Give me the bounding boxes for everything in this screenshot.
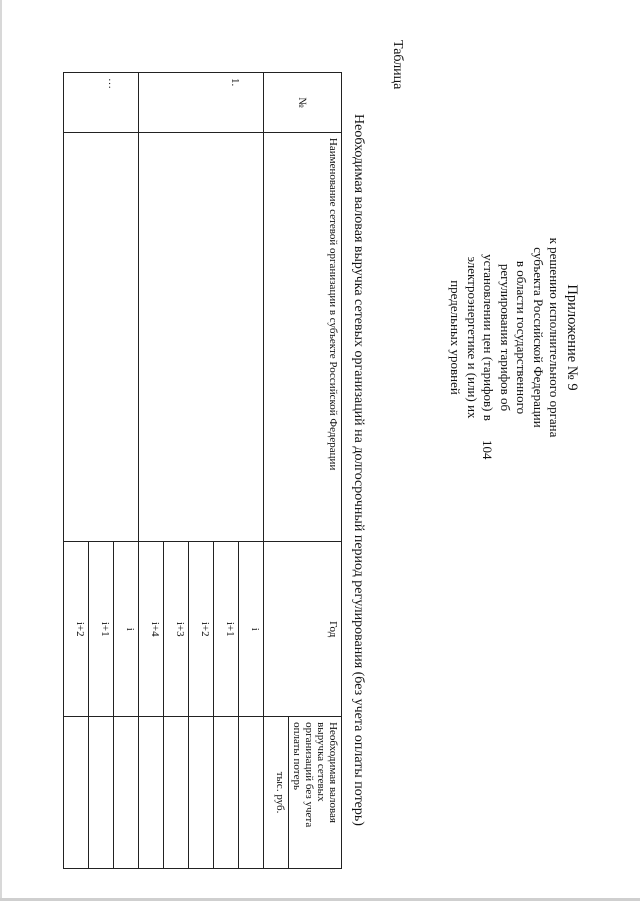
row-number: 1. [139, 73, 264, 133]
value-cell [114, 717, 139, 869]
value-cell [64, 717, 89, 869]
value-cell [239, 717, 264, 869]
year-cell: i+2 [189, 542, 214, 717]
document-title: Необходимая валовая выручка сетевых организаций на долгосрочный период регулирования (без учета оплаты потерь) [351, 114, 366, 826]
appendix-line: в области государственного [514, 260, 530, 415]
header-revenue: Необходимая валовая выручка сетевых организаций без учета оплаты потерь [289, 717, 342, 869]
appendix-line: предельных уровней [448, 280, 464, 395]
table-row [114, 73, 139, 869]
page-edge [0, 0, 2, 901]
value-cell [189, 717, 214, 869]
value-cell [89, 717, 114, 869]
org-name-cell [64, 132, 139, 541]
year-cell: i+1 [214, 542, 239, 717]
table-label: Таблица [390, 40, 405, 90]
org-name-cell [139, 132, 264, 541]
rotated-sheet [20, 20, 620, 880]
appendix-line: к решению исполнительного органа [547, 237, 563, 438]
unit-cell: тыс. руб. [264, 717, 289, 869]
header-org-name: Наименование сетевой организации в субъекте Российской Федерации [264, 132, 342, 541]
header-year: Год [264, 542, 342, 717]
value-cell [214, 717, 239, 869]
year-cell: i+4 [139, 542, 164, 717]
table-row [239, 73, 264, 869]
revenue-table [63, 72, 342, 869]
appendix-line: субъекта Российской Федерации [531, 247, 546, 428]
table-header-row [289, 73, 342, 869]
year-cell: i [114, 542, 139, 717]
header-number: № [264, 73, 342, 133]
row-number: … [64, 73, 139, 133]
appendix-line: установлении цен (тарифов) в [481, 254, 497, 421]
appendix-line: электроэнергетике и (или) их [465, 256, 480, 419]
year-cell: i+2 [64, 542, 89, 717]
value-cell [139, 717, 164, 869]
appendix-title: Приложение № 9 [564, 284, 580, 391]
page-number: 104 [480, 440, 495, 460]
year-cell: i+1 [89, 542, 114, 717]
appendix-line: регулирования тарифов об [498, 263, 513, 412]
appendix-block [447, 230, 580, 445]
year-cell: i+3 [164, 542, 189, 717]
value-cell [164, 717, 189, 869]
year-cell: i [239, 542, 264, 717]
